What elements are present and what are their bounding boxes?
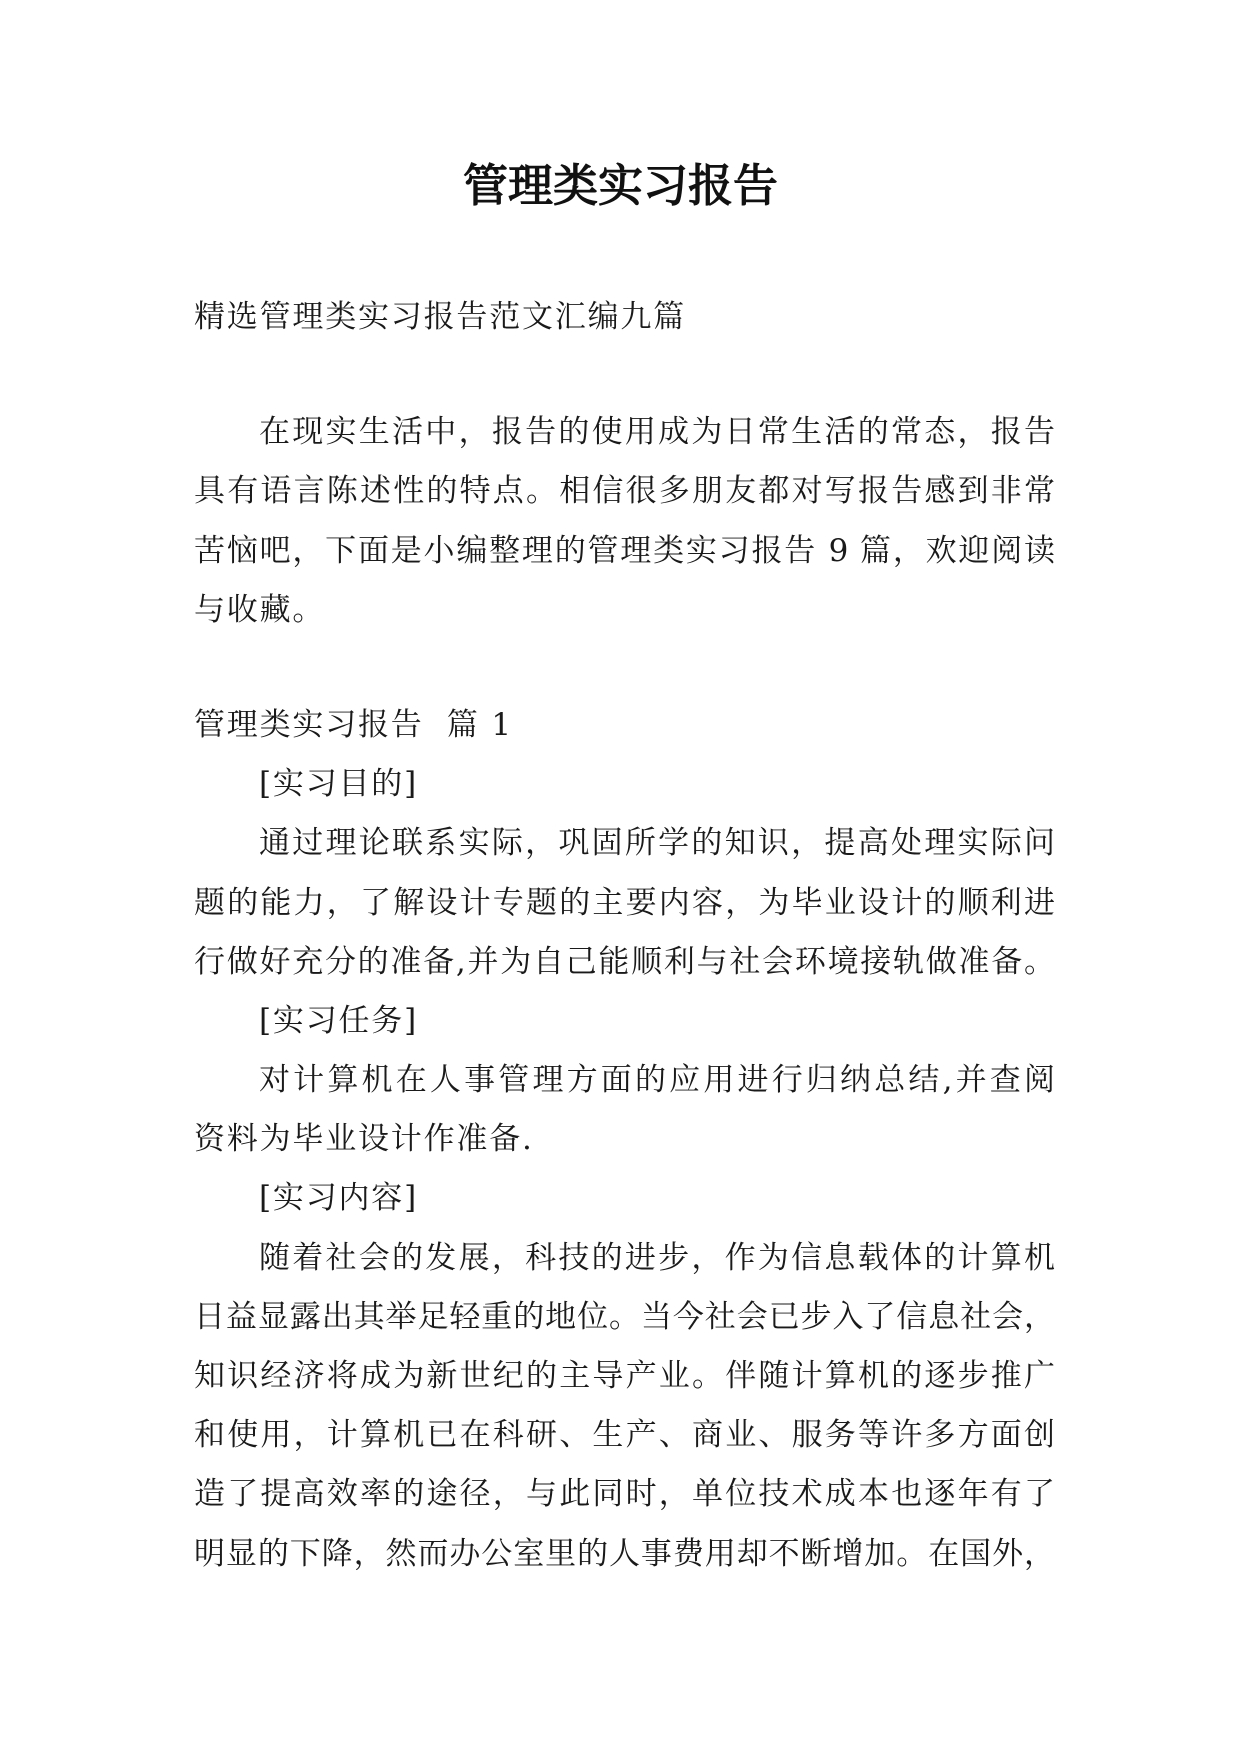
section-label: [实习内容] — [259, 1180, 418, 1217]
document-body — [194, 288, 1055, 1584]
section-content — [194, 1169, 1055, 1583]
paragraph-line: 资料为毕业设计作准备. — [194, 1121, 534, 1158]
paragraph-line: 和使用，计算机已在科研、生产、商业、服务等许多方面创 — [194, 1417, 1055, 1454]
document-title: 管理类实习报告 — [462, 159, 778, 212]
paragraph-line: 明显的下降，然而办公室里的人事费用却不断增加。在国外， — [194, 1535, 1055, 1572]
intro-paragraph — [194, 403, 1055, 640]
article-heading: 管理类实习报告 篇 1 — [194, 706, 513, 743]
paragraph-line: 具有语言陈述性的特点。相信很多朋友都对写报告感到非常 — [194, 473, 1055, 510]
paragraph-line: 知识经济将成为新世纪的主导产业。伴随计算机的逐步推广 — [194, 1358, 1055, 1394]
paragraph-line: 通过理论联系实际，巩固所学的知识，提高处理实际问 — [259, 825, 1055, 862]
paragraph-line: 随着社会的发展，科技的进步，作为信息载体的计算机 — [259, 1239, 1055, 1276]
section-purpose — [194, 755, 1055, 992]
document-subtitle: 精选管理类实习报告范文汇编九篇 — [194, 299, 686, 335]
paragraph-line: 造了提高效率的途径，与此同时，单位技术成本也逐年有了 — [194, 1476, 1055, 1513]
section-task — [194, 992, 1055, 1170]
paragraph-line: 题的能力，了解设计专题的主要内容，为毕业设计的顺利进 — [194, 884, 1055, 921]
paragraph-line: 苦恼吧，下面是小编整理的管理类实习报告 9 篇，欢迎阅读 — [194, 532, 1055, 569]
paragraph-line: 对计算机在人事管理方面的应用进行归纳总结,并查阅 — [259, 1062, 1055, 1099]
section-label: [实习任务] — [259, 1002, 418, 1039]
paragraph-line: 日益显露出其举足轻重的地位。当今社会已步入了信息社会， — [194, 1298, 1055, 1335]
paragraph-line: 在现实生活中，报告的使用成为日常生活的常态，报告 — [259, 414, 1055, 451]
section-label: [实习目的] — [259, 766, 418, 803]
paragraph-line: 行做好充分的准备,并为自己能顺利与社会环境接轨做准备。 — [194, 943, 1055, 980]
paragraph-line: 与收藏。 — [194, 591, 326, 628]
